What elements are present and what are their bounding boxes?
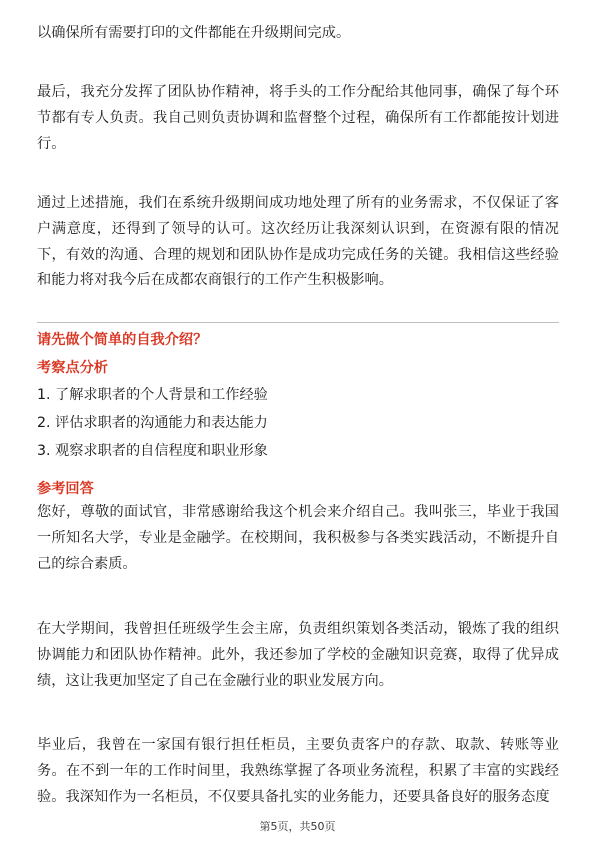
paragraph-top-2: 最后，我充分发挥了团队协作精神，将手头的工作分配给其他同事，确保了每个环节都有专人负责。我自己则负责协调和监督整个过程，确保所有工作都能按计划进行。 [37,84,559,152]
answer-paragraph-2: 在大学期间，我曾担任班级学生会主席，负责组织策划各类活动，锻炼了我的组织协调能力和团队协作精神。此外，我还参加了学校的金融知识竞赛，取得了优异成绩，这让我更加坚定了自己在金融行业的职业发展方向。 [37,621,559,689]
section-divider [37,322,559,323]
answer-paragraph-3: 毕业后，我曾在一家国有银行担任柜员，主要负责客户的存款、取款、转账等业务。在不到一年的工作时间里，我熟练掌握了各项业务流程，积累了丰富的实践经验。我深知作为一名柜员，不仅要具备扎实的业务能力，还要具备良好的服务态度 [37,737,559,805]
analysis-title: 考察点分析 [37,360,108,376]
analysis-item-3: 3. 观察求职者的自信程度和职业形象 [37,443,268,459]
analysis-item-1: 1. 了解求职者的个人背景和工作经验 [37,387,268,403]
page-footer: 第5页，共50页 [259,820,336,833]
paragraph-top-3: 通过上述措施，我们在系统升级期间成功地处理了所有的业务需求，不仅保证了客户满意度，还得到了领导的认可。这次经历让我深刻认识到，在资源有限的情况下，有效的沟通、合理的规划和团队协作是成功完成任务的关键。我相信这些经验和能力将对我今后在成都农商银行的工作产生积极影响。 [37,195,559,289]
answer-paragraph-1: 您好，尊敬的面试官，非常感谢给我这个机会来介绍自己。我叫张三，毕业于我国一所知名大学，专业是金融学。在校期间，我积极参与各类实践活动，不断提升自己的综合素质。 [37,504,559,572]
analysis-item-2: 2. 评估求职者的沟通能力和表达能力 [37,415,268,431]
answer-title: 参考回答 [37,481,94,497]
question-heading: 请先做个简单的自我介绍？ [37,332,208,348]
document-page [37,0,559,842]
paragraph-top-1: 以确保所有需要打印的文件都能在升级期间完成。 [37,25,351,41]
